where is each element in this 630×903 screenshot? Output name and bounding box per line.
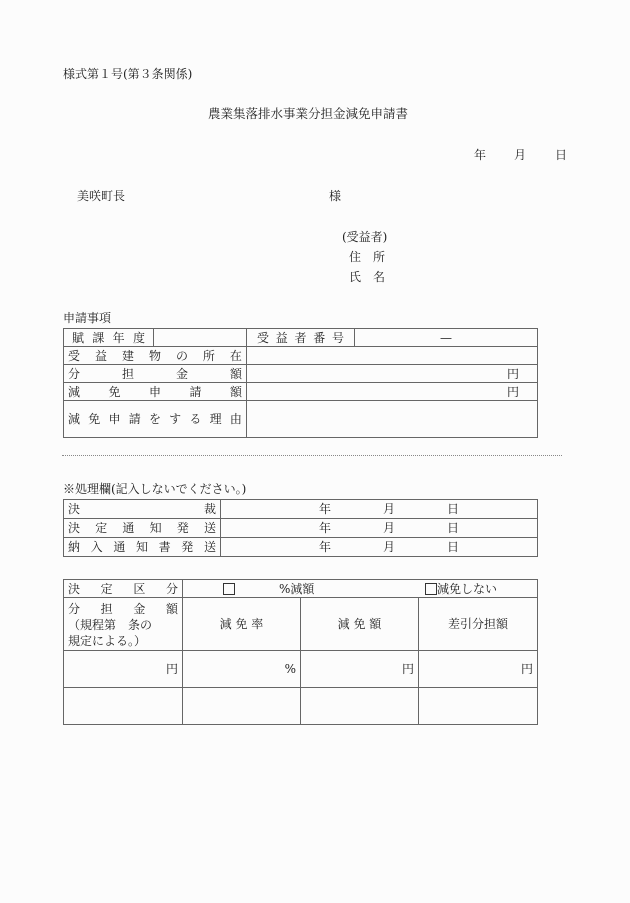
cut-line-divider <box>62 455 562 456</box>
table-row <box>64 500 538 519</box>
yen-unit: 円 <box>506 384 519 399</box>
beneficiary-no-field[interactable]: — <box>355 329 538 347</box>
applicant-role: (受益者) <box>342 230 388 244</box>
percent-reduction-label: %減額 <box>279 581 315 596</box>
approval-label: 決 裁 <box>64 500 221 519</box>
decision-category-options <box>183 580 538 598</box>
application-table <box>63 328 538 438</box>
form-number: 様式第１号(第３条関係) <box>63 67 193 81</box>
beneficiary-no-label: 受 益 者 番 号 <box>247 329 355 347</box>
date-day: 日 <box>555 148 568 162</box>
date-month: 月 <box>514 148 527 162</box>
building-location-field[interactable] <box>247 347 538 365</box>
no-reduction-label: 減免しない <box>437 581 498 596</box>
blank-cell[interactable] <box>64 688 183 725</box>
fiscal-year-field[interactable] <box>154 329 247 347</box>
decision-notice-label: 決 定 通 知 発 送 <box>64 519 221 538</box>
reduction-rate-cell[interactable]: % <box>183 651 301 688</box>
net-share-cell[interactable]: 円 <box>419 651 538 688</box>
decision-notice-date-field[interactable]: 年 月 日 <box>221 519 538 538</box>
applicant-address-label: 住 所 <box>349 250 386 264</box>
approval-date-field[interactable]: 年 月 日 <box>221 500 538 519</box>
share-amount-cell[interactable]: 円 <box>64 651 183 688</box>
date-year: 年 <box>474 148 487 162</box>
reason-label: 減 免 申 請 を す る 理 由 <box>64 401 247 438</box>
processing-heading: ※処理欄(記入しないでください。) <box>63 482 247 496</box>
reduction-rate-header: 減 免 率 <box>183 598 301 651</box>
application-heading: 申請事項 <box>63 311 112 325</box>
table-row <box>64 519 538 538</box>
percent-reduction-checkbox[interactable] <box>223 583 235 595</box>
building-location-label: 受 益 建 物 の 所 在 <box>64 347 247 365</box>
processing-table <box>63 499 538 557</box>
share-amount-header: 分 担 金 額 （規程第 条の 規定による。） <box>64 598 183 651</box>
decision-table <box>63 579 538 725</box>
decision-category-label: 決 定 区 分 <box>64 580 183 598</box>
net-share-header: 差引分担額 <box>419 598 538 651</box>
reduction-amount-field[interactable] <box>247 383 538 401</box>
addressee-honorific: 様 <box>329 189 342 203</box>
payment-notice-date-field[interactable]: 年 月 日 <box>221 538 538 557</box>
reason-field[interactable] <box>247 401 538 438</box>
share-amount-field[interactable] <box>247 365 538 383</box>
addressee-name: 美咲町長 <box>77 189 126 203</box>
page-title: 農業集落排水事業分担金減免申請書 <box>208 106 409 121</box>
blank-cell[interactable] <box>301 688 419 725</box>
reduction-amount-header: 減 免 額 <box>301 598 419 651</box>
no-reduction-checkbox[interactable] <box>425 583 437 595</box>
reduction-amount-cell[interactable]: 円 <box>301 651 419 688</box>
applicant-name-label: 氏 名 <box>349 270 386 284</box>
yen-unit: 円 <box>506 366 519 381</box>
table-row <box>64 538 538 557</box>
share-amount-label: 分 担 金 額 <box>64 365 247 383</box>
fiscal-year-label: 賦 課 年 度 <box>64 329 154 347</box>
reduction-amount-label: 減 免 申 請 額 <box>64 383 247 401</box>
payment-notice-label: 納 入 通 知 書 発 送 <box>64 538 221 557</box>
blank-cell[interactable] <box>183 688 301 725</box>
blank-cell[interactable] <box>419 688 538 725</box>
